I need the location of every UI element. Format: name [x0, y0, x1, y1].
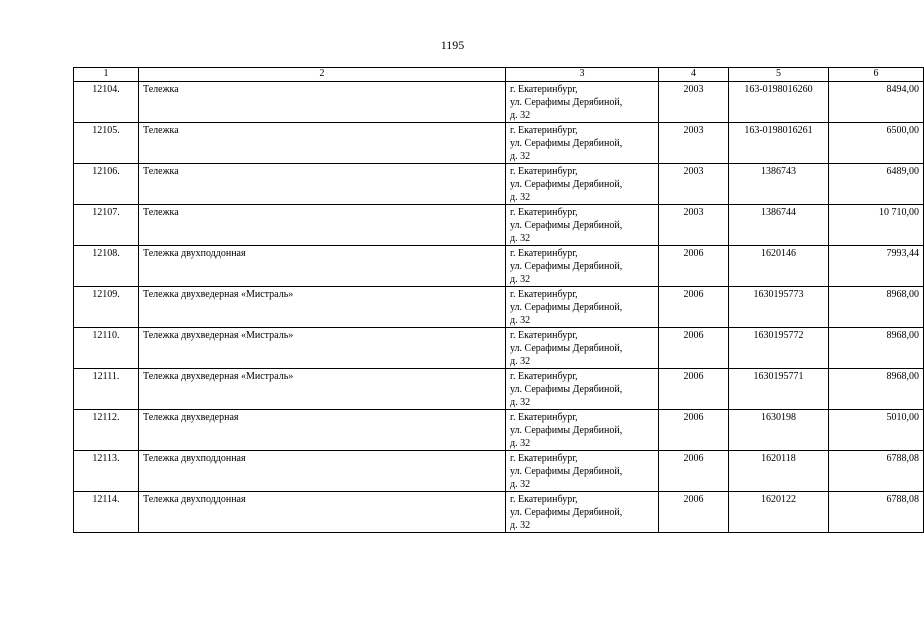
- address-line: ул. Серафимы Дерябиной,: [510, 384, 623, 395]
- address-line: д. 32: [510, 438, 531, 449]
- address-line: д. 32: [510, 397, 531, 408]
- row-number-cell: 12110.: [74, 328, 139, 369]
- property-table: [73, 67, 924, 533]
- item-name-cell: Тележка: [139, 205, 506, 246]
- item-name-cell: Тележка двухведерная: [139, 410, 506, 451]
- address-cell: [506, 246, 659, 287]
- address-line: ул. Серафимы Дерябиной,: [510, 466, 623, 477]
- address-line: г. Екатеринбург,: [510, 84, 578, 95]
- address-cell: [506, 123, 659, 164]
- table-row: [74, 287, 924, 328]
- row-number-cell: 12111.: [74, 369, 139, 410]
- column-header-4: 4: [659, 68, 729, 82]
- address-line: ул. Серафимы Дерябиной,: [510, 507, 623, 518]
- address-line: г. Екатеринбург,: [510, 412, 578, 423]
- year-cell: 2003: [659, 164, 729, 205]
- address-line: г. Екатеринбург,: [510, 494, 578, 505]
- item-name-cell: Тележка: [139, 82, 506, 123]
- value-cell: 8968,00: [829, 287, 924, 328]
- item-name-cell: Тележка: [139, 164, 506, 205]
- year-cell: 2003: [659, 205, 729, 246]
- row-number-cell: 12106.: [74, 164, 139, 205]
- table-row: [74, 123, 924, 164]
- row-number-cell: 12105.: [74, 123, 139, 164]
- address-line: ул. Серафимы Дерябиной,: [510, 343, 623, 354]
- address-line: д. 32: [510, 356, 531, 367]
- inventory-number-cell: 1630195773: [729, 287, 829, 328]
- inventory-number-cell: 1386744: [729, 205, 829, 246]
- year-cell: 2003: [659, 82, 729, 123]
- year-cell: 2003: [659, 123, 729, 164]
- address-line: ул. Серафимы Дерябиной,: [510, 138, 623, 149]
- item-name-cell: Тележка двухведерная «Мистраль»: [139, 369, 506, 410]
- inventory-number-cell: 1386743: [729, 164, 829, 205]
- address-line: д. 32: [510, 315, 531, 326]
- value-cell: 6788,08: [829, 492, 924, 533]
- inventory-number-cell: 1630195772: [729, 328, 829, 369]
- row-number-cell: 12107.: [74, 205, 139, 246]
- item-name-cell: Тележка двухведерная «Мистраль»: [139, 328, 506, 369]
- year-cell: 2006: [659, 328, 729, 369]
- value-cell: 6500,00: [829, 123, 924, 164]
- page-number: 1195: [440, 38, 465, 52]
- value-cell: 6788,08: [829, 451, 924, 492]
- row-number-cell: 12109.: [74, 287, 139, 328]
- value-cell: 7993,44: [829, 246, 924, 287]
- address-line: д. 32: [510, 479, 531, 490]
- value-cell: 8494,00: [829, 82, 924, 123]
- address-line: ул. Серафимы Дерябиной,: [510, 97, 623, 108]
- value-cell: 10 710,00: [829, 205, 924, 246]
- value-cell: 6489,00: [829, 164, 924, 205]
- year-cell: 2006: [659, 410, 729, 451]
- value-cell: 5010,00: [829, 410, 924, 451]
- address-line: ул. Серафимы Дерябиной,: [510, 261, 623, 272]
- item-name-cell: Тележка двухведерная «Мистраль»: [139, 287, 506, 328]
- table-row: [74, 451, 924, 492]
- year-cell: 2006: [659, 287, 729, 328]
- address-cell: [506, 410, 659, 451]
- table-row: [74, 164, 924, 205]
- inventory-number-cell: 1620118: [729, 451, 829, 492]
- table-row: [74, 82, 924, 123]
- column-header-5: 5: [729, 68, 829, 82]
- year-cell: 2006: [659, 246, 729, 287]
- item-name-cell: Тележка: [139, 123, 506, 164]
- address-cell: [506, 287, 659, 328]
- address-line: г. Екатеринбург,: [510, 453, 578, 464]
- value-cell: 8968,00: [829, 369, 924, 410]
- address-line: г. Екатеринбург,: [510, 371, 578, 382]
- address-cell: [506, 369, 659, 410]
- address-line: г. Екатеринбург,: [510, 207, 578, 218]
- address-line: ул. Серафимы Дерябиной,: [510, 220, 623, 231]
- table-row: [74, 328, 924, 369]
- row-number-cell: 12114.: [74, 492, 139, 533]
- table-row: [74, 410, 924, 451]
- address-cell: [506, 492, 659, 533]
- inventory-number-cell: 163-0198016261: [729, 123, 829, 164]
- address-line: г. Екатеринбург,: [510, 125, 578, 136]
- row-number-cell: 12112.: [74, 410, 139, 451]
- table-row: [74, 205, 924, 246]
- year-cell: 2006: [659, 369, 729, 410]
- item-name-cell: Тележка двухподдонная: [139, 451, 506, 492]
- address-line: г. Екатеринбург,: [510, 166, 578, 177]
- address-line: д. 32: [510, 520, 531, 531]
- inventory-number-cell: 1630195771: [729, 369, 829, 410]
- address-line: д. 32: [510, 110, 531, 121]
- column-header-3: 3: [506, 68, 659, 82]
- table-row: [74, 369, 924, 410]
- table-row: [74, 492, 924, 533]
- inventory-number-cell: 1620122: [729, 492, 829, 533]
- header-row: [74, 68, 924, 82]
- item-name-cell: Тележка двухподдонная: [139, 492, 506, 533]
- row-number-cell: 12104.: [74, 82, 139, 123]
- address-line: д. 32: [510, 192, 531, 203]
- column-header-1: 1: [74, 68, 139, 82]
- column-header-6: 6: [829, 68, 924, 82]
- address-cell: [506, 328, 659, 369]
- year-cell: 2006: [659, 492, 729, 533]
- table-header: [74, 68, 924, 82]
- value-cell: 8968,00: [829, 328, 924, 369]
- address-line: ул. Серафимы Дерябиной,: [510, 179, 623, 190]
- column-header-2: 2: [139, 68, 506, 82]
- address-line: ул. Серафимы Дерябиной,: [510, 302, 623, 313]
- inventory-number-cell: 1620146: [729, 246, 829, 287]
- row-number-cell: 12108.: [74, 246, 139, 287]
- row-number-cell: 12113.: [74, 451, 139, 492]
- address-line: г. Екатеринбург,: [510, 330, 578, 341]
- table-body: [74, 82, 924, 533]
- address-line: г. Екатеринбург,: [510, 248, 578, 259]
- address-line: ул. Серафимы Дерябиной,: [510, 425, 623, 436]
- inventory-number-cell: 163-0198016260: [729, 82, 829, 123]
- address-cell: [506, 205, 659, 246]
- table-row: [74, 246, 924, 287]
- address-line: д. 32: [510, 233, 531, 244]
- address-cell: [506, 451, 659, 492]
- address-cell: [506, 164, 659, 205]
- address-cell: [506, 82, 659, 123]
- address-line: д. 32: [510, 274, 531, 285]
- year-cell: 2006: [659, 451, 729, 492]
- address-line: г. Екатеринбург,: [510, 289, 578, 300]
- inventory-number-cell: 1630198: [729, 410, 829, 451]
- address-line: д. 32: [510, 151, 531, 162]
- item-name-cell: Тележка двухподдонная: [139, 246, 506, 287]
